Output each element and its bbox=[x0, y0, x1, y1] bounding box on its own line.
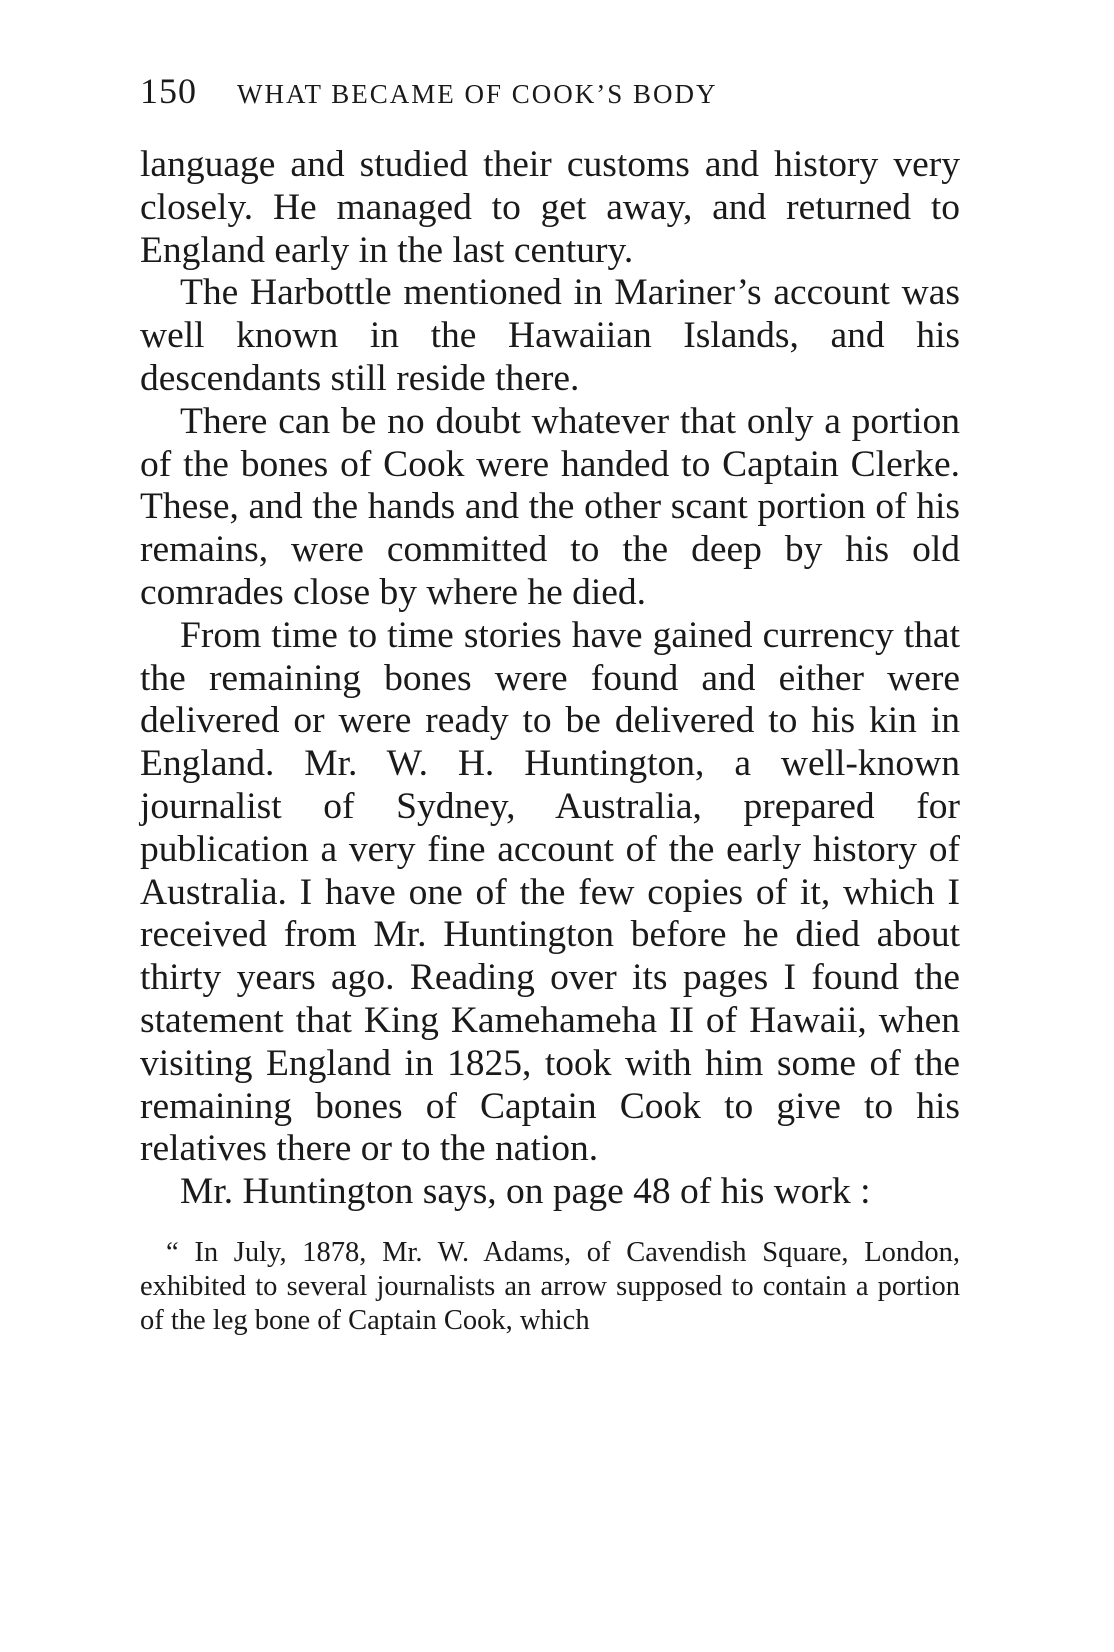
block-quote: “ In July, 1878, Mr. W. Adams, of Cavendish Square, London, exhibited to several journalists an arrow supposed to contain a portion of the leg bone of Captain Cook, which bbox=[140, 1236, 960, 1336]
running-head bbox=[140, 70, 960, 130]
paragraph-stories: From time to time stories have gained currency that the remaining bones were found and either were delivered or were ready to be delivered to his kin in England. Mr. W. H. Huntington, a well-known journalist of Sydney, Australia, prepared for publication a very fine account of the early history of Australia. I have one of the few copies of it, which I received from Mr. Huntington before he died about thirty years ago. Reading over its pages I found the statement that King Kamehameha II of Hawaii, when visiting England in 1825, took with him some of the remaining bones of Captain Cook to give to his relatives there or to the nation. bbox=[140, 614, 960, 1170]
page-number: 150 bbox=[140, 71, 197, 111]
book-page bbox=[140, 70, 960, 1366]
running-title: WHAT BECAME OF COOK’S BODY bbox=[237, 79, 718, 109]
paragraph-harbottle: The Harbottle mentioned in Mariner’s account was well known in the Hawaiian Islands, and his descendants still reside there. bbox=[140, 272, 960, 399]
paragraph-continuation: language and studied their customs and history very closely. He managed to get away, and returned to England early in the last century. bbox=[140, 144, 960, 271]
paragraph-huntington-says: Mr. Huntington says, on page 48 of his work : bbox=[180, 1171, 871, 1213]
body-text bbox=[140, 144, 960, 1338]
paragraph-bones: There can be no doubt whatever that only a portion of the bones of Cook were handed to Captain Clerke. These, and the hands and the other scant portion of his remains, were committed to the deep by his old comrades close by where he died. bbox=[140, 400, 960, 613]
